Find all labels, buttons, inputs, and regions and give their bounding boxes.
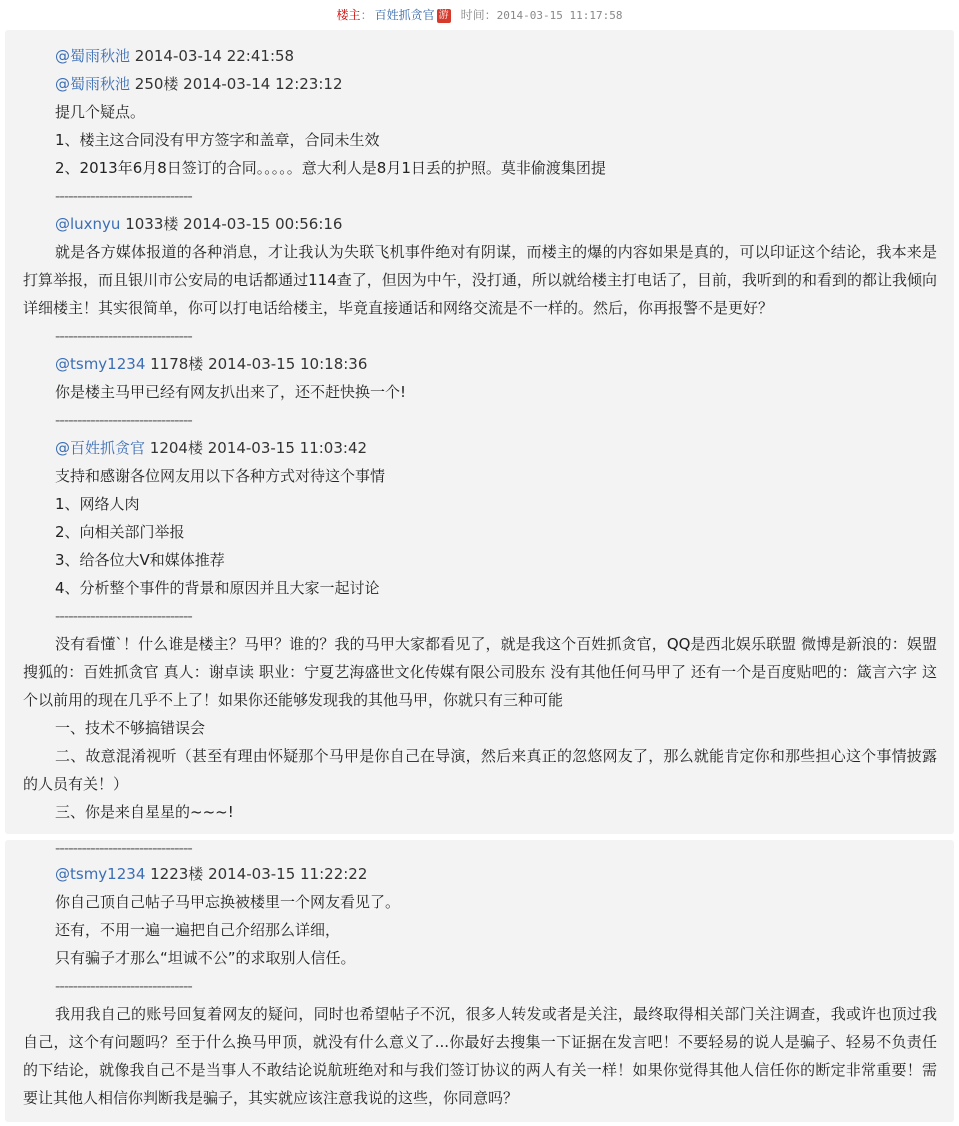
post-text: 你自己顶自己帖子马甲忘换被楼里一个网友看见了。 xyxy=(55,893,401,911)
post-text: 你是楼主马甲已经有网友扒出来了，还不赶快换一个! xyxy=(55,383,407,401)
author-link[interactable]: 百姓抓贪官 xyxy=(374,8,435,22)
user-mention[interactable]: @百姓抓贪官 xyxy=(55,439,146,457)
post-header xyxy=(0,0,959,30)
reply-block xyxy=(5,840,954,1122)
post-text: 1、楼主这合同没有甲方签字和盖章，合同未生效 xyxy=(55,131,380,149)
post-text: 还有，不用一遍一遍把自己介绍那么详细， xyxy=(55,921,341,939)
op-label: 楼主 xyxy=(336,8,361,22)
quote-line xyxy=(55,210,342,238)
quote-line xyxy=(55,434,367,462)
post-text: 提几个疑点。 xyxy=(55,103,146,121)
quoted-reply-block xyxy=(5,30,954,834)
quote-line xyxy=(55,42,294,70)
user-mention[interactable]: @tsmy1234 xyxy=(55,865,146,883)
post-paragraph: 没有看懂`！什么谁是楼主？马甲？谁的？我的马甲大家都看见了，就是我这个百姓抓贪官，QQ是西北娱乐联盟 微博是新浪的：娱盟 搜狐的：百姓抓贪官 真人：谢卓读 职业：宁夏艺海盛世文化传媒有限公司股东 没有其他任何马甲了 还有一个是百度贴吧的：箴言六字 这个以前用的现在几乎不上了！如果你还能够发现我的其他马甲，你就只有三种可能 xyxy=(23,635,937,709)
separator: ------------------------------- xyxy=(55,187,192,205)
post-paragraph: 就是各方媒体报道的各种消息，才让我认为失联飞机事件绝对有阴谋，而楼主的爆的内容如果是真的，可以印证这个结论，我本来是打算举报，而且银川市公安局的电话都通过114查了，但因为中午，没打通，所以就给楼主打电话了，目前，我听到的和看到的都让我倾向详细楼主！其实很简单，你可以打电话给楼主，毕竟直接通话和网络交流是不一样的。然后，你再报警不是更好？ xyxy=(23,243,937,317)
quote-line xyxy=(55,350,367,378)
user-mention[interactable]: @luxnyu xyxy=(55,215,121,233)
user-mention[interactable]: @蜀雨秋池 xyxy=(55,75,131,93)
quote-line xyxy=(55,70,343,98)
time-label: 时间： xyxy=(460,8,497,22)
quote-meta: 1204楼 2014-03-15 11:03:42 xyxy=(145,439,368,457)
post-text: 只有骗子才那么“坦诚不公”的求取别人信任。 xyxy=(55,949,356,967)
quote-meta: 250楼 2014-03-14 12:23:12 xyxy=(130,75,343,93)
separator: ------------------------------- xyxy=(55,977,192,995)
quote-meta: 1033楼 2014-03-15 00:56:16 xyxy=(120,215,343,233)
user-mention[interactable]: @蜀雨秋池 xyxy=(55,47,131,65)
post-text: 支持和感谢各位网友用以下各种方式对待这个事情 xyxy=(55,467,386,485)
post-text: 2、2013年6月8日签订的合同。。。。。意大利人是8月1日丢的护照。莫非偷渡集团提 xyxy=(55,159,606,177)
quote-meta: 2014-03-14 22:41:58 xyxy=(130,47,295,65)
post-text: 2、向相关部门举报 xyxy=(55,523,185,541)
post-text: 3、给各位大V和媒体推荐 xyxy=(55,551,225,569)
op-colon: ： xyxy=(360,8,373,22)
quote-meta: 1223楼 2014-03-15 11:22:22 xyxy=(145,865,368,883)
post-paragraph: 我用我自己的账号回复着网友的疑问，同时也希望帖子不沉，很多人转发或者是关注，最终取得相关部门关注调查，我或许也顶过我自己，这个有问题吗？至于什么换马甲顶，就没有什么意义了...你最好去搜集一下证据在发言吧！不要轻易的说人是骗子、轻易不负责任的下结论，就像我自己不是当事人不敢结论说航班绝对和与我们签订协议的两人有关一样！如果你觉得其他人信任你的断定非常重要！需要让其他人相信你判断我是骗子，其实就应该注意我说的这些，你同意吗？ xyxy=(23,1005,937,1107)
post-text: 4、分析整个事件的背景和原因并且大家一起讨论 xyxy=(55,579,380,597)
tourist-badge: 游 xyxy=(438,9,449,21)
separator: ------------------------------- xyxy=(55,411,192,429)
post-time: 2014-03-15 11:17:58 xyxy=(496,9,623,22)
separator: ------------------------------- xyxy=(55,327,192,345)
post-paragraph: 二、故意混淆视听（甚至有理由怀疑那个马甲是你自己在导演，然后来真正的忽悠网友了，那么就能肯定你和那些担心这个事情披露的人员有关！） xyxy=(23,747,937,793)
post-text: 1、网络人肉 xyxy=(55,495,140,513)
quote-line xyxy=(55,860,367,888)
separator: ------------------------------- xyxy=(55,607,192,625)
quote-meta: 1178楼 2014-03-15 10:18:36 xyxy=(145,355,368,373)
post-text: 一、技术不够搞错误会 xyxy=(55,719,206,737)
user-mention[interactable]: @tsmy1234 xyxy=(55,355,146,373)
separator: ------------------------------- xyxy=(55,839,192,857)
post-text: 三、你是来自星星的~~~! xyxy=(55,803,234,821)
